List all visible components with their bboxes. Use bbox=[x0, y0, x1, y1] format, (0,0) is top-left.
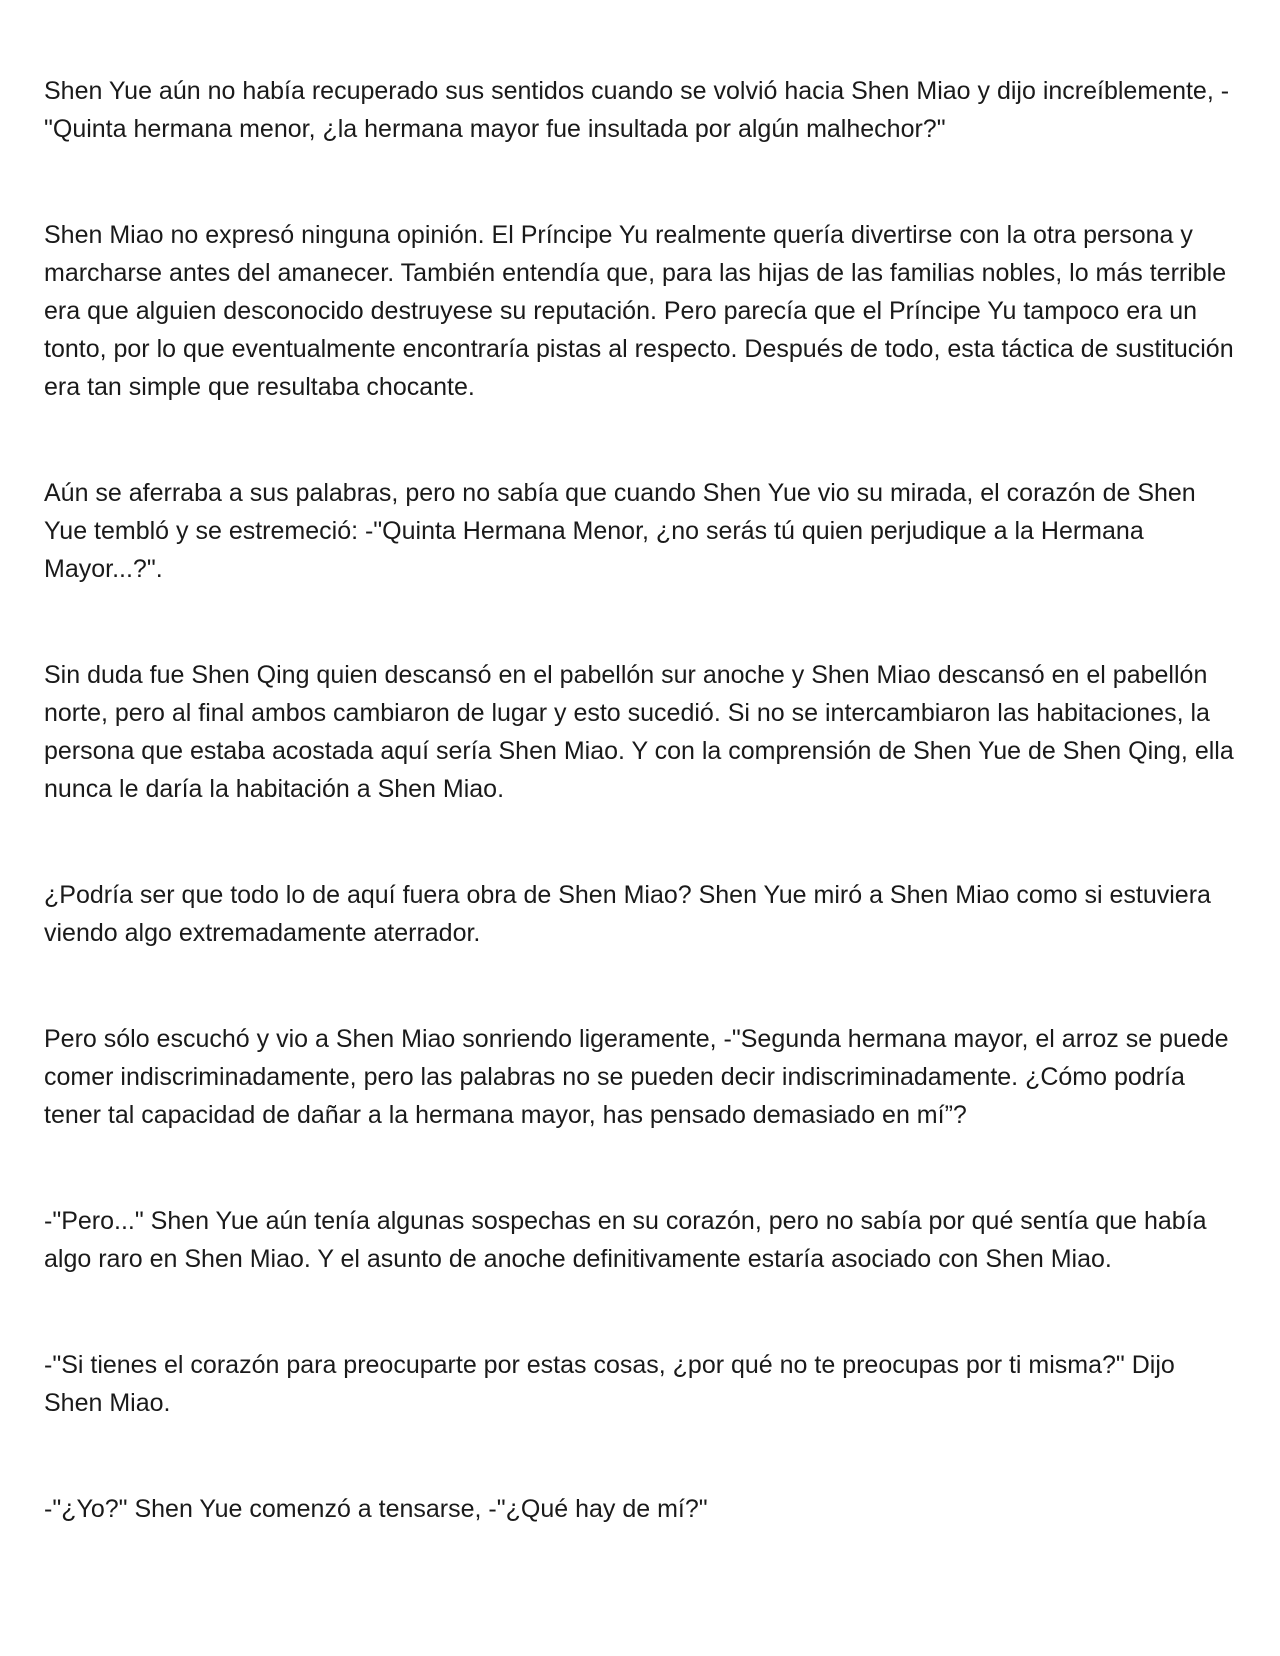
paragraph-9: -"¿Yo?" Shen Yue comenzó a tensarse, -"¿Qué hay de mí?" bbox=[44, 1495, 708, 1523]
paragraph-4: Sin duda fue Shen Qing quien descansó en el pabellón sur anoche y Shen Miao descansó en el pabellón norte, pero al final ambos cambiaron de lugar y esto sucedió. Si no se intercambiaron las habitaciones, la persona que estaba acostada aquí sería Shen Miao. Y con la comprensión de Shen Yue de Shen Qing, ella nunca le daría la habitación a Shen Miao. bbox=[44, 661, 1234, 803]
paragraph-3: Aún se aferraba a sus palabras, pero no sabía que cuando Shen Yue vio su mirada, el corazón de Shen Yue tembló y se estremeció: -"Quinta Hermana Menor, ¿no serás tú quien perjudique a la Hermana Mayor...?". bbox=[44, 479, 1196, 583]
paragraph-6: Pero sólo escuchó y vio a Shen Miao sonriendo ligeramente, -"Segunda hermana mayor, el arroz se puede comer indiscriminadamente, pero las palabras no se pueden decir indiscriminadamente. ¿Cómo podría tener tal capacidad de dañar a la hermana mayor, has pensado demasiado en mí”? bbox=[44, 1025, 1229, 1129]
paragraph-2: Shen Miao no expresó ninguna opinión. El Príncipe Yu realmente quería divertirse con la otra persona y marcharse antes del amanecer. También entendía que, para las hijas de las familias nobles, lo más terrible era que alguien desconocido destruyese su reputación. Pero parecía que el Príncipe Yu tampoco era un tonto, por lo que eventualmente encontraría pistas al respecto. Después de todo, esta táctica de sustitución era tan simple que resultaba chocante. bbox=[44, 221, 1234, 401]
paragraph-1: Shen Yue aún no había recuperado sus sentidos cuando se volvió hacia Shen Miao y dijo increíblemente, -"Quinta hermana menor, ¿la hermana mayor fue insultada por algún malhechor?" bbox=[44, 77, 1230, 143]
paragraph-8: -"Si tienes el corazón para preocuparte por estas cosas, ¿por qué no te preocupas por ti misma?" Dijo Shen Miao. bbox=[44, 1351, 1175, 1417]
paragraph-7: -"Pero..." Shen Yue aún tenía algunas sospechas en su corazón, pero no sabía por qué sentía que había algo raro en Shen Miao. Y el asunto de anoche definitivamente estaría asociado con Shen Miao. bbox=[44, 1207, 1207, 1273]
paragraph-5: ¿Podría ser que todo lo de aquí fuera obra de Shen Miao? Shen Yue miró a Shen Miao como si estuviera viendo algo extremadamente aterrador. bbox=[44, 881, 1211, 947]
